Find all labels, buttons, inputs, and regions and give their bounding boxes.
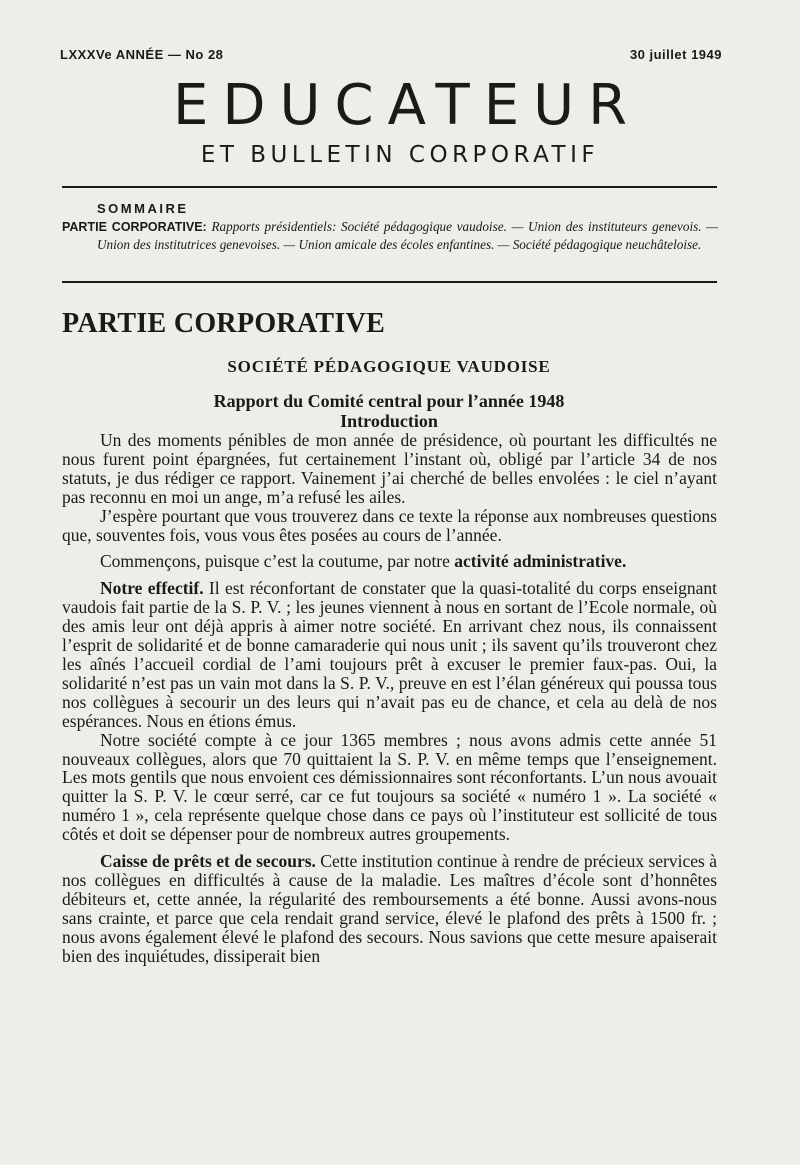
- paragraph-questions: J’espère pourtant que vous trouverez dans ce texte la réponse aux nombreuses questions que, souventes fois, vous vous êtes posées au cours de l’année.: [62, 505, 717, 545]
- section-title: PARTIE CORPORATIVE: [62, 308, 386, 339]
- report-heading: [0, 391, 778, 431]
- masthead-subtitle: ET BULLETIN CORPORATIF: [200, 142, 600, 168]
- top-divider: [62, 186, 717, 188]
- report-subtitle: Introduction: [340, 411, 438, 431]
- society-title: SOCIÉTÉ PÉDAGOGIQUE VAUDOISE: [227, 357, 551, 376]
- effectif-text: Il est réconfortant de constater que la quasi-totalité du corps enseignant vaudois fait partie de la S. P. V. ; les jeunes viennent à nous en sortant de l’Ecole normale, où des amis leur ont déjà appris à aimer notre société. En arrivant chez nous, ils connaissent l’esprit de solidarité et de bonne camaraderie qui nous unit ; ils savent qu’ils trouveront chez les aînés l’accueil cordial de l’ami toujours prêt à excuser le premier faux-pas. Oui, la solidarité n’est pas un vain mot dans la S. P. V., preuve en est l’élan généreux qui poussa tous nos collègues à secourir un des leurs qui n’avait pas eu de chance, et cela au delà de nos espérances. Nous en étions émus.: [62, 578, 717, 731]
- paragraph-activite-text: Commençons, puisque c’est la coutume, par notre: [100, 551, 455, 572]
- issue-number: LXXXVe ANNÉE — No 28: [60, 47, 224, 62]
- sommaire-heading: SOMMAIRE: [97, 201, 189, 216]
- effectif-heading: Notre effectif.: [100, 578, 204, 599]
- caisse-heading: Caisse de prêts et de secours.: [100, 851, 316, 872]
- sommaire-contents: [62, 218, 718, 253]
- paragraph-effectif: [62, 579, 717, 730]
- paragraph-activite-bold: activité administrative.: [454, 551, 627, 572]
- paragraph-membres: Notre société compte à ce jour 1365 membres ; nous avons admis cette année 51 nouveaux collègues, alors que 70 quittaient la S. P. V. en même temps que l’enseignement. Les mots gentils que nous envoient ces démissionnaires sont réconfortants. L’un nous avouait quitter la S. P. V. le cœur serré, car ce fut toujours sa société « numéro 1 ». La société « numéro 1 », cela représente quelque chose dans ce pays où l’instituteur est sollicité de tous côtés et doit se dépenser pour de nombreux autres groupements.: [62, 729, 718, 845]
- paragraph-introduction: Un des moments pénibles de mon année de présidence, où pourtant les difficultés ne nous furent point épargnées, fut certainement l’instant où, obligé par l’article 34 de nos statuts, je dus rédiger ce rapport. Vainement j’ai cherché de belles envolées : le ciel n’ayant pas reconnu en moi un ange, m’a refusé les ailes.: [62, 430, 717, 507]
- sommaire-items: Rapports présidentiels: Société pédagogique vaudoise. — Union des instituteurs genevois. — Union des institutrices genevoises. — Union amicale des écoles enfantines. — Société pédagogique neuchâteloise.: [97, 219, 719, 252]
- paragraph-caisse: [62, 852, 717, 965]
- sommaire-lead: PARTIE CORPORATIVE:: [62, 220, 207, 234]
- caisse-text: Cette institution continue à rendre de précieux services à nos collègues en difficultés à cause de la maladie. Les maîtres d’école sont d’honnêtes débiteurs et, cette année, la régularité des remboursements a été bonne. Aussi avons-nous sans crainte, et parce que cela rendait grand service, élevé le plafond des prêts à 1500 fr. ; nous avons également élevé le plafond des secours. Nous savions que cette mesure apaiserait bien des inquiétudes, dissiperait bien: [62, 851, 717, 966]
- bottom-divider: [62, 281, 717, 283]
- paragraph-activite: [62, 552, 717, 571]
- report-title: Rapport du Comité central pour l’année 1948: [213, 391, 565, 411]
- issue-date: 30 juillet 1949: [629, 47, 722, 62]
- masthead-title: EDUCATEUR: [172, 73, 642, 138]
- article-body: [62, 431, 717, 965]
